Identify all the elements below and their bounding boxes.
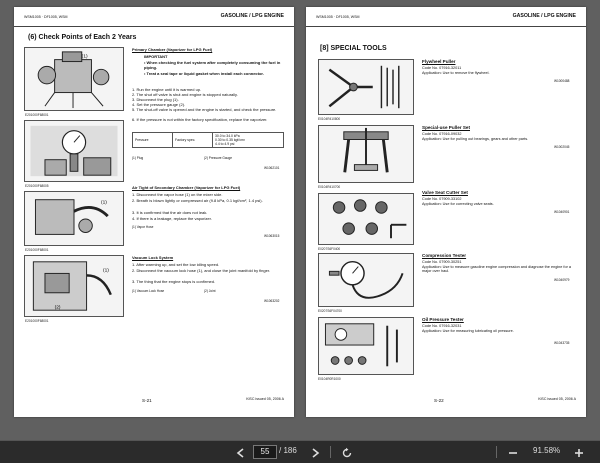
reference-code: W1043735 — [554, 341, 570, 345]
step-text: 2. Breath is blown lightly or compressed air (9.8 kPa, 0.1 kgf/cm², 1.4 psi). — [132, 198, 263, 203]
tool-name: Special-use Puller Set — [422, 125, 470, 130]
zoom-level[interactable]: 91.58% — [533, 446, 561, 455]
step-text: 4. Set the pressure gauge (2). — [132, 102, 186, 107]
step-text: 3. The thing that the engine stops is confirmed. — [132, 279, 216, 284]
viewer-toolbar — [0, 440, 600, 463]
tool-application: Application: Use for measuring lubricating oil pressure. — [422, 329, 514, 333]
header-left-text: WSM1005 · DF1005, WSM — [24, 15, 68, 19]
reference-code: W1063202 — [264, 299, 280, 303]
tool-code-no: Code No. 07916-32031 — [422, 324, 462, 328]
svg-text:(1): (1) — [81, 54, 88, 60]
step-text: 1. Disconnect the vapor hose (1) on the mixer side. — [132, 192, 223, 197]
tool-name: Flywheel Puller — [422, 59, 456, 64]
image-code: E201000F68001 — [25, 319, 49, 323]
minus-icon — [507, 447, 519, 459]
tool-application: Application: Use for pulling out bearings, gears and other parts. — [422, 137, 529, 141]
pressure-spec-table — [132, 132, 284, 148]
tool-application: Application: Use for correcting valve seats. — [422, 202, 494, 206]
total-pages: / 186 — [279, 446, 297, 455]
step-text: 5. The shut-off valve is opened and the engine is started, and check the pressure. — [132, 107, 277, 112]
step-text: 6. If the pressure is not within the factory specification, replace the vaporizer. — [132, 117, 268, 122]
next-page-button[interactable] — [306, 444, 324, 461]
legend-item: (2) Pressure Gauge — [204, 156, 232, 160]
tool-code-no: Code No. 07909-30251 — [422, 260, 462, 264]
header-left-text: WSM1005 · DF1005, WSM — [316, 15, 360, 19]
svg-text:(1): (1) — [103, 268, 109, 274]
reference-code: W1000488 — [554, 79, 570, 83]
spec-type: Factory spec. — [173, 133, 213, 148]
arrow-right-icon — [309, 447, 321, 459]
image-code: E0207S6F0400 — [318, 247, 341, 251]
header-right-text: GASOLINE / LPG ENGINE — [512, 13, 576, 19]
primary-chamber-title: Primary Chamber (Vaporizer for LPG Fuel) — [132, 47, 213, 52]
vapor-hose-figure — [24, 191, 124, 246]
flywheel-puller-figure — [318, 59, 414, 115]
tool-application: Application: Use to remove the flywheel. — [422, 71, 490, 75]
step-text: 1. Run the engine until it is warmed up. — [132, 87, 202, 92]
step-text: 2. Disconnect the vacuum lock hose (1), and close the joint manifold by finger. — [132, 268, 271, 273]
section-title: (6) Check Points of Each 2 Years — [28, 34, 137, 41]
reference-code: W1040979 — [554, 278, 570, 282]
image-code: E0104R0R1000 — [318, 377, 341, 381]
spec-values: 30.0 to 34.0 kPa 0.30 to 0.35 kgf/cm² 4.4 to 4.9 psi — [213, 133, 284, 148]
header-right-text: GASOLINE / LPG ENGINE — [220, 13, 284, 19]
rotate-icon — [341, 447, 353, 459]
page-number-input[interactable]: 55 — [253, 445, 277, 459]
zoom-in-button[interactable] — [570, 444, 588, 461]
reference-code: W1040901 — [554, 210, 570, 214]
oil-pressure-tester-figure — [318, 317, 414, 375]
vacuum-lock-title: Vacuum Lock System — [132, 255, 174, 260]
section-title: [8] SPECIAL TOOLS — [320, 45, 387, 52]
toolbar-divider — [496, 446, 497, 458]
page-number: S-22 — [434, 398, 444, 403]
legend-item: (1) Plug — [132, 156, 144, 160]
plus-icon — [573, 447, 585, 459]
image-code: E0207S6F04700 — [318, 309, 342, 313]
zoom-out-button[interactable] — [504, 444, 522, 461]
special-puller-figure — [318, 125, 414, 183]
vacuum-lock-figure — [24, 255, 124, 317]
tool-name: Oil Pressure Tester — [422, 317, 464, 322]
pressure-gauge-figure — [24, 120, 124, 182]
image-code: E201000F68005 — [25, 184, 49, 188]
important-label: IMPORTANT — [144, 54, 168, 59]
step-text: 1. After warming up, and set the low idling speed. — [132, 262, 220, 267]
vaporizer-figure — [24, 47, 124, 111]
reference-code: W1002045 — [554, 145, 570, 149]
issue-text: KiSC issued 05, 2006 A — [246, 397, 284, 401]
issue-text: KiSC issued 05, 2006 A — [538, 397, 576, 401]
arrow-left-icon — [235, 447, 247, 459]
legend-item: (1) Vapor Hose — [132, 225, 154, 229]
image-code: E201000F68001 — [25, 113, 49, 117]
valve-seat-cutter-figure — [318, 193, 414, 245]
spec-label: Pressure — [133, 133, 173, 148]
tool-code-no: Code No. 07916-09032 — [422, 132, 462, 136]
svg-text:(2): (2) — [54, 305, 61, 311]
important-bullet: • When checking the fuel system after completely consuming the fuel in piping. — [144, 60, 281, 70]
left-page — [14, 7, 294, 417]
page-number: S-21 — [142, 398, 152, 403]
step-text: 3. It is confirmed that the air does not leak. — [132, 210, 208, 215]
tool-application: Application: Use to measure gasoline engine compression and diagnose the engine for a major over haul. — [422, 265, 572, 273]
page-header — [14, 13, 294, 27]
previous-page-button[interactable] — [232, 444, 250, 461]
svg-text:(1): (1) — [100, 200, 107, 206]
tool-code-no: Code No. 07916-32011 — [422, 66, 462, 70]
page-header — [306, 13, 586, 27]
compression-tester-figure — [318, 253, 414, 307]
rotate-button[interactable] — [338, 444, 356, 461]
important-bullet: • Treat a seal tape or liquid gasket when install each connector. — [144, 71, 264, 76]
step-text: 3. Disconnect the plug (1). — [132, 97, 179, 102]
tool-name: Compression Tester — [422, 253, 467, 258]
legend-item: (1) Vacuum Lock Hose — [132, 289, 165, 293]
step-text: 4. If there is a leakage, replace the vaporizer. — [132, 216, 212, 221]
image-code: E0104R410700 — [318, 185, 341, 189]
secondary-chamber-title: Air Tight of Secondary Chamber (Vaporizer for LPG Fuel) — [132, 185, 241, 190]
image-code: E201000F68001 — [25, 248, 49, 252]
tool-code-no: Code No. 07909-33102 — [422, 197, 462, 201]
right-page — [306, 7, 586, 417]
toolbar-divider — [330, 446, 331, 458]
reference-code: W1063015 — [264, 234, 280, 238]
step-text: 2. The shut off valve is shut and engine is stopped naturally. — [132, 92, 238, 97]
image-code: E0104R410800 — [318, 117, 341, 121]
legend-item: (2) Joint — [204, 289, 216, 293]
reference-code: W1062101 — [264, 166, 280, 170]
tool-name: Valve Seat Cutter Set — [422, 190, 468, 195]
